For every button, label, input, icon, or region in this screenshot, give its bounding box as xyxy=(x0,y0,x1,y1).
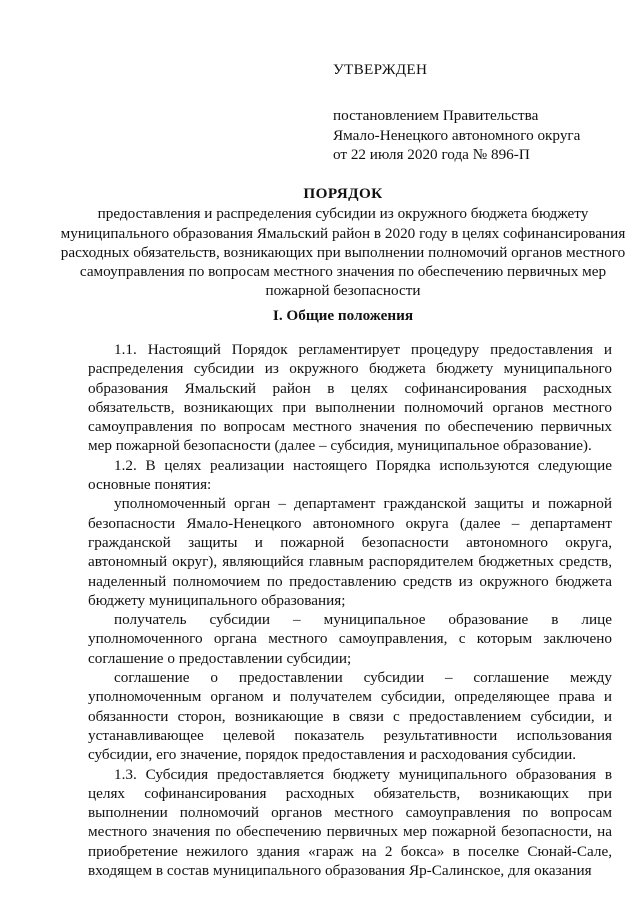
approval-title: УТВЕРЖДЕН xyxy=(333,61,428,78)
section-heading: I. Общие положения xyxy=(272,307,414,324)
paragraph: уполномоченный орган – департамент гражданской защиты и пожарной безопасности Ямало-Ненецкого автономного округа (далее – департамент гражданской защиты и пожарной безопасности автономного округа, автономный округ), являющийся главным распорядителем бюджетных средств, наделенный полномочием по предоставлению средств из окружного бюджета бюджету муниципального образования; xyxy=(88,495,612,609)
paragraph: получатель субсидии – муниципальное образование в лице уполномоченного органа местного самоуправления, с которым заключено соглашение о предоставлении субсидии; xyxy=(88,611,612,667)
approval-block xyxy=(333,60,613,164)
paragraph: 1.1. Настоящий Порядок регламентирует процедуру предоставления и распределения субсидии из окружного бюджета бюджету муниципального образования Ямальский район в целях софинансирования расходных обязательств, возникающих при выполнении полномочий органов местного самоуправления по вопросам местного значения по обеспечению первичных мер пожарной безопасности (далее – субсидия, муниципальное образование). xyxy=(88,341,612,455)
document-subtitle: предоставления и распределения субсидии из окружного бюджета бюджету муниципального образования Ямальский район в 2020 году в целях софинансирования расходных обязательств, возникающих при выполнении полномочий органов местного самоуправления по вопросам местного значения по обеспечению первичных мер пожарной безопасности xyxy=(60,205,626,300)
paragraph: 1.2. В целях реализации настоящего Порядка используются следующие основные понятия: xyxy=(88,456,612,494)
document-body xyxy=(88,340,612,880)
document-title-block xyxy=(60,184,626,301)
paragraph: 1.3. Субсидия предоставляется бюджету муниципального образования в целях софинансирования расходных обязательств, возникающих при выполнении полномочий органов местного самоуправления по вопросам местного значения по обеспечению первичных мер пожарной безопасности, на приобретение нежилого здания «гараж на 2 бокса» в поселке Сюнай-Сале, входящем в состав муниципального образования Яр-Салинское, для оказания xyxy=(88,765,612,880)
paragraph: соглашение о предоставлении субсидии – соглашение между уполномоченным органом и получателем субсидии, определяющее права и обязанности сторон, возникающие в связи с предоставлением субсидии, и устанавливающее целевой показатель результативности использования субсидии, его значение, порядок предоставления и расходования субсидии. xyxy=(88,669,612,764)
approval-line: постановлением Правительства xyxy=(333,107,539,125)
document-heading: ПОРЯДОК xyxy=(303,185,383,202)
approval-line: Ямало-Ненецкого автономного округа xyxy=(333,126,581,144)
approval-line: от 22 июля 2020 года № 896-П xyxy=(333,145,530,163)
